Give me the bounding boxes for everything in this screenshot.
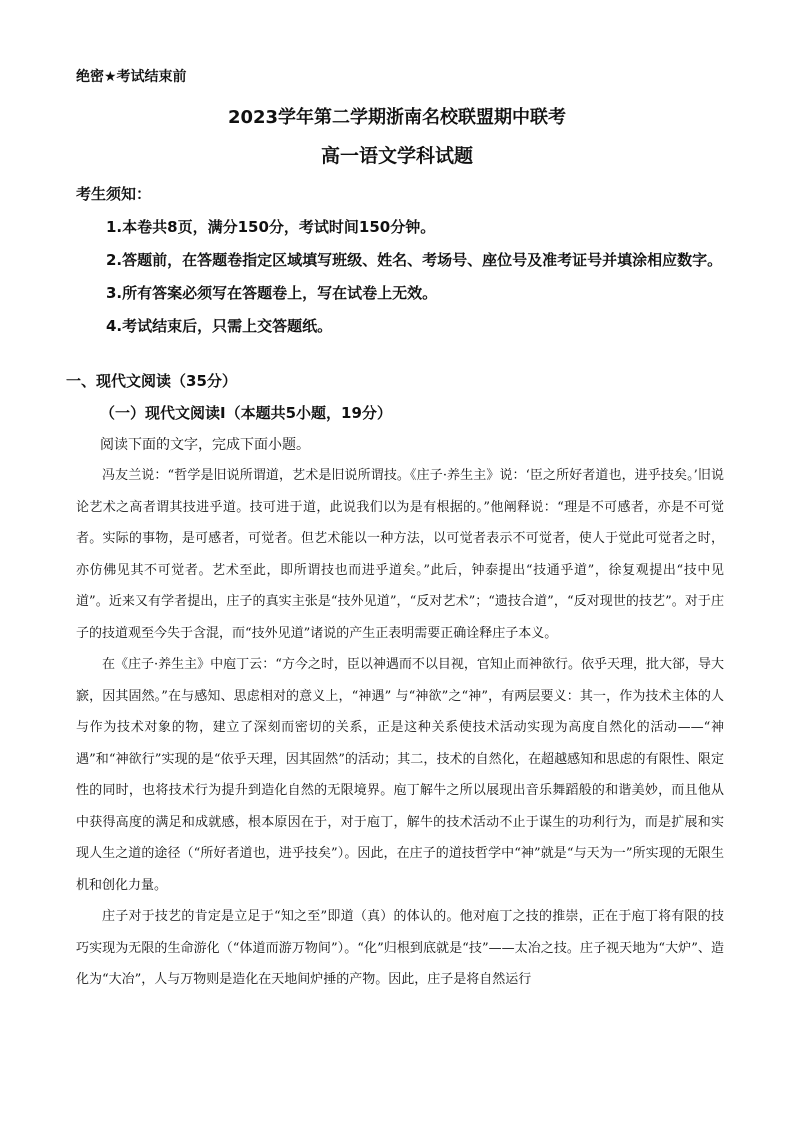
exam-title: 2023学年第二学期浙南名校联盟期中联考 [227,107,567,128]
candidate-notice [76,178,724,343]
reading-instruction: 阅读下面的文字，完成下面小题。 [100,437,310,453]
notice-item: 2.答题前，在答题卷指定区域填写班级、姓名、考场号、座位号及准考证号并填涂相应数字。 [106,251,723,269]
passage-paragraph: 在《庄子·养生主》中庖丁云：“方今之时，臣以神遇而不以目视，官知止而神欲行。依乎天理，批大郤，导大窾，因其固然。”在与感知、思虑相对的意义上，“神遇” 与“神欲”之“神”，有两层要义：其一，作为技术主体的人与作为技术对象的物，建立了深刻而密切的关系，正是这种关系使技术活动实现为高度自然化的活动——“神遇”和“神欲行”实现的是“依乎天理，因其固然”的活动；其二，技术的自然化，在超越感知和思虑的有限性、限定性的同时，也将技术行为提升到造化自然的无限境界。庖丁解牛之所以展现出音乐舞蹈般的和谐美妙，而且他从中获得高度的满足和成就感，根本原因在于，对于庖丁，解牛的技术活动不止于谋生的功利行为，而是扩展和实现人生之道的途径（“所好者道也，进乎技矣”）。因此，在庄子的道技哲学中“神”就是“与天为一”所实现的无限生机和创化力量。 [76,657,724,893]
subsection-title: （一）现代文阅读Ⅰ（本题共5小题，19分） [100,404,392,422]
notice-item: 3.所有答案必须写在答题卷上，写在试卷上无效。 [106,284,438,302]
notice-item: 1.本卷共8页，满分150分，考试时间150分钟。 [106,218,436,236]
passage-paragraph: 冯友兰说：“哲学是旧说所谓道，艺术是旧说所谓技。《庄子·养生主》说：‘臣之所好者道也，进乎技矣。’旧说论艺术之高者谓其技进乎道。技可进于道，此说我们以为是有根据的。”他阐释说：“理是不可感者，亦是不可觉者。实际的事物，是可感者，可觉者。但艺术能以一种方法，以可觉者表示不可觉者，使人于觉此可觉者之时，亦仿佛见其不可觉者。艺术至此，即所谓技也而进乎道矣。”此后，钟泰提出“技通乎道”，徐复观提出“技中见道”。近来又有学者提出，庄子的真实主张是“技外见道”，“反对艺术”；“遗技合道”，“反对现世的技艺”。对于庄子的技道观至今失于含混，而“技外见道”诸说的产生正表明需要正确诠释庄子本义。 [76,468,724,641]
section-title: 一、现代文阅读（35分） [66,372,237,390]
reading-passage [76,460,724,996]
notice-heading: 考生须知： [76,185,152,203]
exam-subtitle: 高一语文学科试题 [320,145,473,167]
confidential-mark: 绝密★考试结束前 [76,69,187,85]
passage-paragraph: 庄子对于技艺的肯定是立足于“知之至”即道（真）的体认的。他对庖丁之技的推崇，正在于庖丁将有限的技巧实现为无限的生命游化（“体道而游万物间”）。“化”归根到底就是“技”——太冶之技。庄子视天地为“大炉”、造化为“大冶”，人与万物则是造化在天地间炉捶的产物。因此，庄子是将自然运行 [76,909,724,987]
notice-item: 4.考试结束后，只需上交答题纸。 [106,317,333,335]
